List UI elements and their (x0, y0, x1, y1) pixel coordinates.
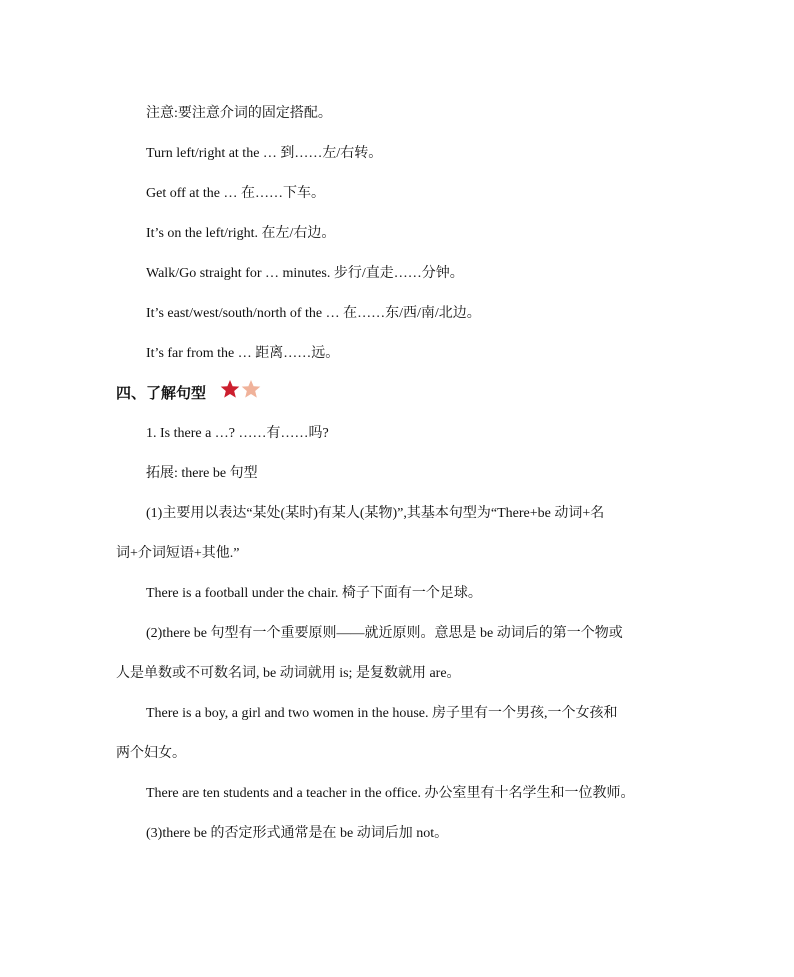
section-heading: 四、了解句型 (116, 384, 207, 402)
text-line: (2)there be 句型有一个重要原则——就近原则。意思是 be 动词后的第一个物或 (146, 626, 623, 641)
text-line: There is a boy, a girl and two women in the house. 房子里有一个男孩,一个女孩和 (146, 706, 618, 721)
text-line: Get off at the … 在……下车。 (146, 186, 325, 201)
text-line: It’s on the left/right. 在左/右边。 (146, 226, 336, 241)
text-line: There are ten students and a teacher in the office. 办公室里有十名学生和一位教师。 (146, 786, 635, 801)
star-icon (220, 379, 240, 399)
text-line: 两个妇女。 (116, 746, 186, 761)
text-line: 词+介词短语+其他.” (116, 546, 240, 561)
text-line: 人是单数或不可数名词, be 动词就用 is; 是复数就用 are。 (116, 666, 461, 681)
text-line: 1. Is there a …? ……有……吗? (146, 426, 329, 441)
text-line: (3)there be 的否定形式通常是在 be 动词后加 not。 (146, 826, 449, 841)
text-line: It’s far from the … 距离……远。 (146, 346, 340, 361)
text-line: Walk/Go straight for … minutes. 步行/直走……分钟。 (146, 266, 464, 281)
text-line: It’s east/west/south/north of the … 在……东/西/南/北边。 (146, 306, 481, 321)
text-line: There is a football under the chair. 椅子下面有一个足球。 (146, 586, 482, 601)
text-line: 注意:要注意介词的固定搭配。 (146, 106, 332, 121)
text-line: 拓展: there be 句型 (146, 466, 258, 481)
rating-stars (220, 379, 261, 399)
text-line: Turn left/right at the … 到……左/右转。 (146, 146, 383, 161)
text-line: (1)主要用以表达“某处(某时)有某人(某物)”,其基本句型为“There+be 动词+名 (146, 506, 605, 521)
star-icon (241, 379, 261, 399)
